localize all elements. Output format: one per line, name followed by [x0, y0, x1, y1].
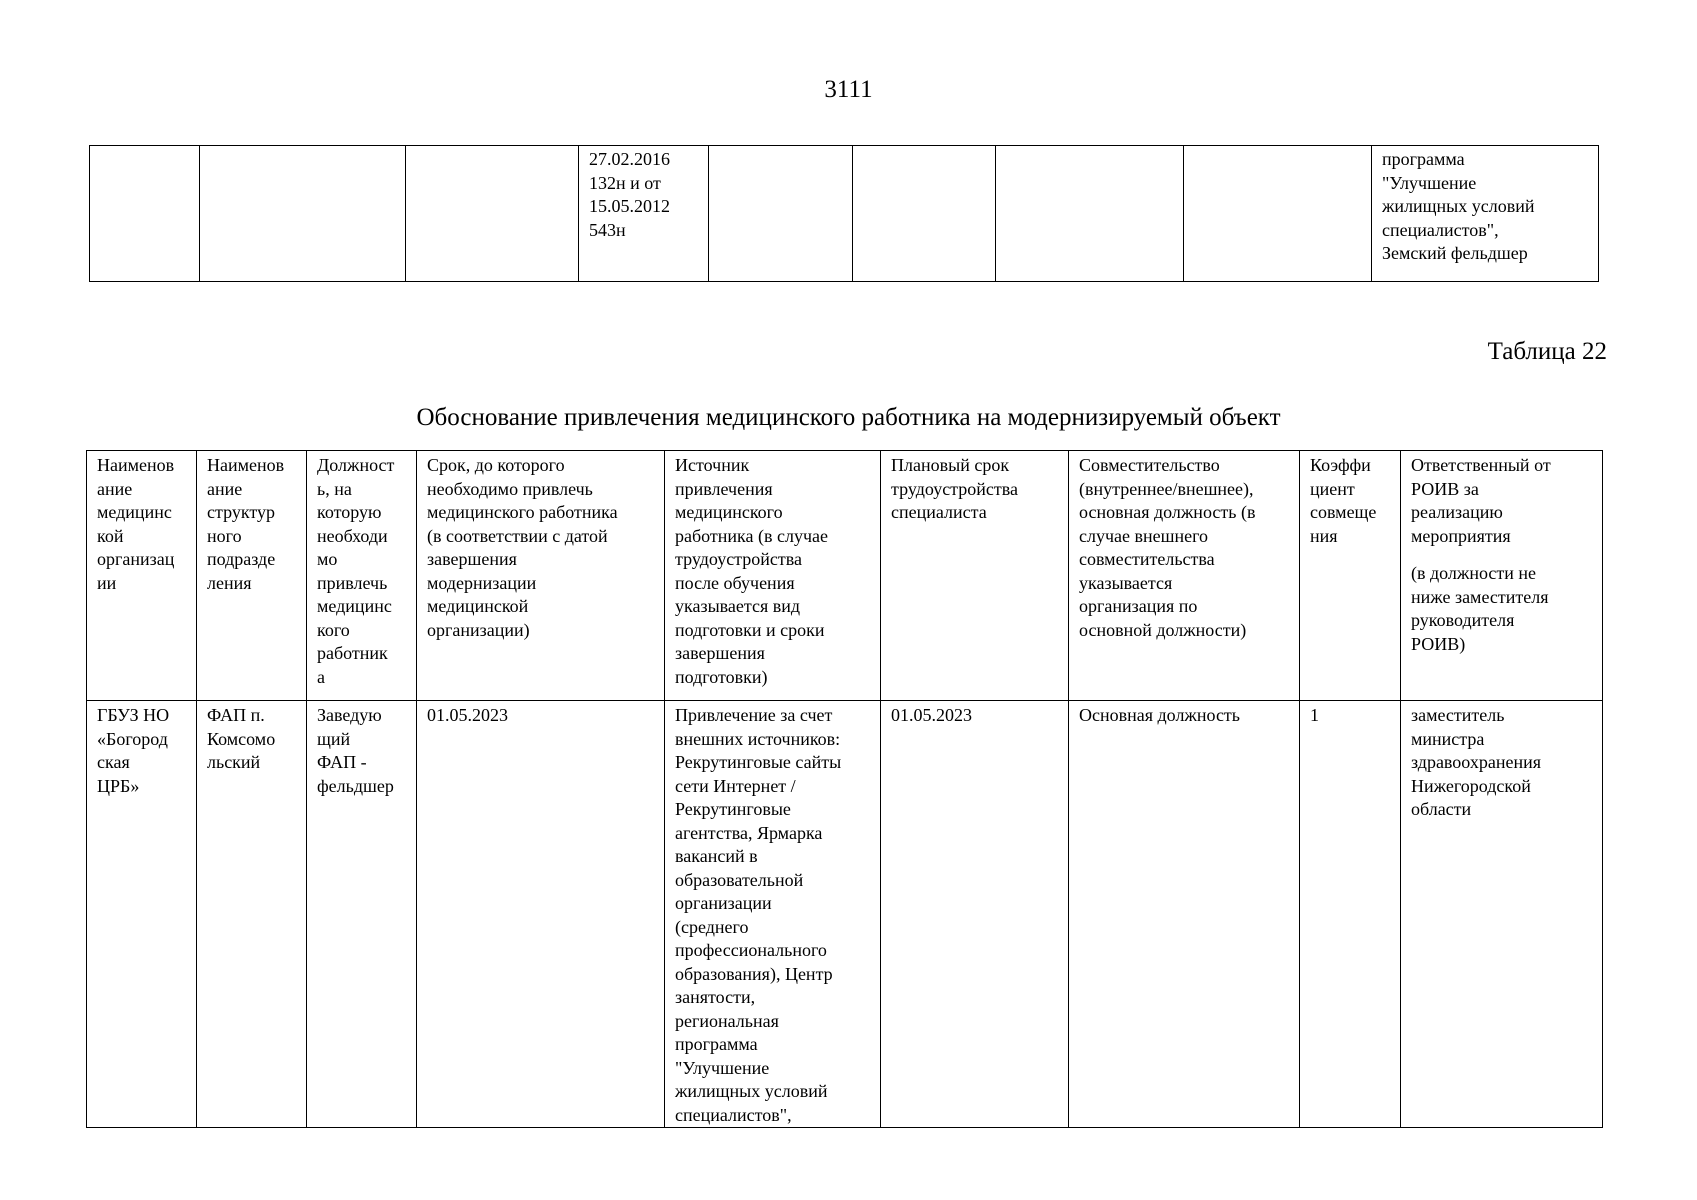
header-cell-source: Источник привлечения медицинского работника (в случае трудоустройства после обучения указывается вид подготовки и сроки завершения подготовки): [665, 451, 881, 701]
table-row: [87, 701, 1603, 1128]
header-cell-planned-date: Плановый срок трудоустройства специалиста: [881, 451, 1069, 701]
table-cell: ГБУЗ НО «Богород ская ЦРБ»: [87, 701, 197, 1128]
table-cell: [90, 146, 200, 282]
header-cell-coefficient: Коэффи циент совмеще ния: [1300, 451, 1401, 701]
header-responsible-note: (в должности не ниже заместителя руководителя РОИВ): [1411, 563, 1549, 654]
table-cell: [709, 146, 853, 282]
table-cell: [996, 146, 1184, 282]
header-responsible-label: Ответственный от РОИВ за реализацию мероприятия: [1411, 455, 1551, 546]
header-cell-deadline: Срок, до которого необходимо привлечь медицинского работника (в соответствии с датой завершения модернизации медицинской организации): [417, 451, 665, 701]
table-cell: Привлечение за счет внешних источников: Рекрутинговые сайты сети Интернет / Рекрутинговые агентства, Ярмарка вакансий в образовательной организации (среднего профессионального образования), Центр занятости, региональная программа "Улучшение жилищных условий специалистов",: [665, 701, 881, 1128]
continuation-table: [89, 145, 1599, 282]
table-cell: [406, 146, 579, 282]
header-row: [87, 451, 1603, 701]
table-label: Таблица 22: [1487, 338, 1607, 365]
table-cell: 01.05.2023: [881, 701, 1069, 1128]
table-cell: заместитель министра здравоохранения Нижегородской области: [1401, 701, 1603, 1128]
table-cell: [853, 146, 996, 282]
table-cell: [1184, 146, 1372, 282]
staffing-table: [86, 450, 1603, 1128]
table-cell: 1: [1300, 701, 1401, 1128]
header-cell-responsible: [1401, 451, 1603, 701]
header-cell-subdivision: Наименов ание структур ного подразде ления: [197, 451, 307, 701]
header-cell-position: Должност ь, на которую необходи мо привлечь медицинс кого работник а: [307, 451, 417, 701]
page-number: 3111: [824, 76, 873, 103]
table-cell: 01.05.2023: [417, 701, 665, 1128]
header-cell-employment-type: Совместительство (внутреннее/внешнее), основная должность (в случае внешнего совместительства указывается организация по основной должности): [1069, 451, 1300, 701]
table-cell: ФАП п. Комсомо льский: [197, 701, 307, 1128]
table-cell: Основная должность: [1069, 701, 1300, 1128]
continuation-row: [90, 146, 1599, 282]
table-cell: [200, 146, 406, 282]
header-cell-organization: Наименов ание медицинс кой организац ии: [87, 451, 197, 701]
table-cell: 27.02.2016 132н и от 15.05.2012 543н: [579, 146, 709, 282]
table-title: Обоснование привлечения медицинского работника на модернизируемый объект: [416, 404, 1281, 431]
table-cell: Заведую щий ФАП - фельдшер: [307, 701, 417, 1128]
table-cell: программа "Улучшение жилищных условий специалистов", Земский фельдшер: [1372, 146, 1599, 282]
